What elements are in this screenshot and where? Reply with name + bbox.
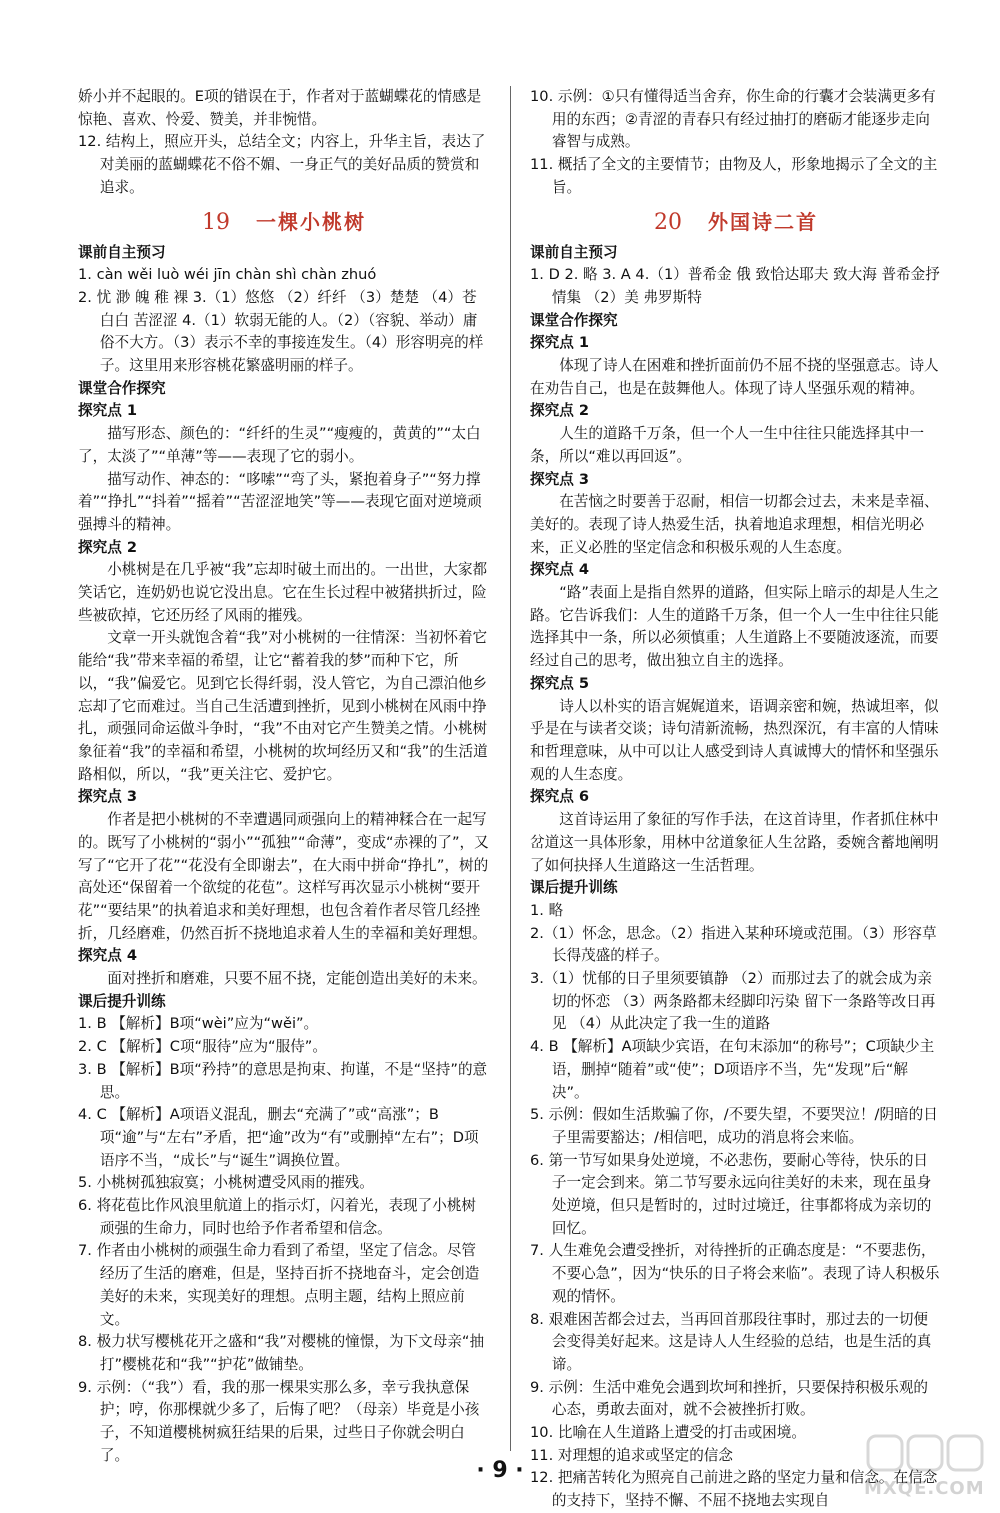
numbered-answer: 4. B 【解析】A项缺少宾语，在句末添加“的称号”；C项缺少主语，删掉“随着”或“使”；D项语序不当，先“发现”后“解决”。	[530, 1038, 935, 1101]
answer-paragraph: 诗人以朴实的语言娓娓道来，语调亲密和婉，热诚坦率，似乎是在与读者交谈；诗句清新流畅，热烈深沉，有丰富的人情味和哲理意味，从中可以让人感受到诗人真诚博大的情怀和坚强乐观的人生态度。	[530, 697, 939, 783]
answer-paragraph: 在苦恼之时要善于忍耐，相信一切都会过去，未来是幸福、美好的。表现了诗人热爱生活，执着地追求理想，相信光明必来，正义必胜的坚定信念和积极乐观的人生态度。	[530, 493, 939, 556]
answer-paragraph: 小桃树是在几乎被“我”忘却时破土而出的。一出世，大家都笑话它，连奶奶也说它没出息。它在生长过程中被猪拱折过，险些被砍掉，它还历经了风雨的摧残。	[78, 561, 488, 624]
section-heading: 探究点 4	[530, 561, 590, 579]
answer-paragraph: 这首诗运用了象征的写作手法，在这首诗里，作者抓住林中岔道这一具体形象，用林中岔道象征人生岔路，委婉含蓄地阐明了如何抉择人生道路这一生活哲理。	[530, 811, 939, 874]
numbered-answer: 1. B 【解析】B项“wèi”应为“wěi”。	[78, 1015, 319, 1033]
lesson-number: 20	[654, 209, 682, 235]
right-column	[530, 86, 942, 1513]
answer-paragraph: 描写动作、神态的：“哆嗦”“弯了头，紧抱着身子”“努力撑着”“挣扎”“抖着”“摇着”“苦涩涩地笑”等——表现它面对逆境顽强搏斗的精神。	[78, 470, 482, 533]
numbered-answer: 7. 作者由小桃树的顽强生命力看到了希望，坚定了信念。尽管经历了生活的磨难，但是，坚持百折不挠地奋斗，定会创造美好的未来，实现美好的理想。点明主题，结构上照应前文。	[78, 1242, 480, 1328]
lesson-title	[530, 205, 942, 239]
section-heading: 课后提升训练	[530, 879, 618, 897]
lesson-number: 19	[202, 209, 230, 235]
section-heading: 探究点 1	[78, 402, 138, 420]
watermark-text: MXQE.COM	[864, 1478, 985, 1499]
page-number: · 9 ·	[476, 1458, 524, 1483]
answer-paragraph: “路”表面上是指自然界的道路，但实际上暗示的却是人生之路。它告诉我们：人生的道路千万条，但一个人一生中往往只能选择其中一条，所以必须慎重；人生道路上不要随波逐流，而要经过自己的思考，做出独立自主的选择。	[530, 584, 940, 670]
section-heading: 课堂合作探究	[530, 311, 618, 329]
numbered-answer: 7. 人生难免会遭受挫折，对待挫折的正确态度是：“不要悲伤，不要心急”，因为“快乐的日子将会来临”。表现了诗人积极乐观的情怀。	[530, 1242, 940, 1305]
numbered-answer: 2. C 【解析】C项“服待”应为“服侍”。	[78, 1038, 327, 1056]
numbered-answer: 11. 对理想的追求或坚定的信念	[530, 1446, 733, 1464]
section-heading: 探究点 6	[530, 788, 590, 806]
numbered-answer: 1. D 2. 略 3. A 4.（1）普希金 俄 致恰达耶夫 致大海 普希金抒情集 （2）美 弗罗斯特	[530, 266, 940, 306]
numbered-answer: 8. 艰难困苦都会过去，当再回首那段往事时，那过去的一切便会变得美好起来。这是诗人人生经验的总结，也是生活的真谛。	[530, 1310, 932, 1373]
watermark-logo	[860, 1432, 990, 1502]
answer-paragraph: 作者是把小桃树的不幸遭遇同顽强向上的精神糅合在一起写的。既写了小桃树的“弱小”“孤独”“命薄”，变成“赤裸的了”，又写了“它开了花”“花没有全即谢去”，在大雨中拼命“挣扎”，树的高处还“保留着一个欲绽的花苞”。这样写再次显示小桃树“要开花”“要结果”的执着追求和美好理想，也包含着作者尽管几经挫折，几经磨难，仍然百折不挠地追求着人生的幸福和美好理想。	[78, 811, 489, 942]
numbered-answer: 5. 示例：假如生活欺骗了你，/不要失望，不要哭泣！/阴暗的日子里需要豁达；/相信吧，成功的消息将会来临。	[530, 1106, 938, 1146]
section-heading: 探究点 3	[530, 470, 590, 488]
numbered-answer: 9. 示例：（“我”）看，我的那一棵果实那么多，幸亏我执意保护；哼，你那棵就少多了，后悔了吧？（母亲）毕竟是小孩子，不知道樱桃树疯狂结果的后果，过些日子你就会明白了。	[78, 1378, 480, 1464]
numbered-answer: 11. 概括了全文的主要情节；由物及人，形象地揭示了全文的主旨。	[530, 156, 938, 196]
continued-text: 娇小并不起眼的。E项的错误在于，作者对于蓝蝴蝶花的情感是惊艳、喜欢、怜爱、赞美，并非惋惜。	[78, 88, 482, 128]
section-heading: 课前自主预习	[530, 243, 618, 261]
numbered-answer: 5. 小桃树孤独寂寞；小桃树遭受风雨的摧残。	[78, 1174, 374, 1192]
lesson-name: 一棵小桃树	[256, 209, 366, 234]
numbered-answer: 2.（1）怀念，思念。（2）指进入某种环境或范围。（3）形容草长得茂盛的样子。	[530, 924, 937, 965]
section-heading: 探究点 3	[78, 788, 138, 806]
numbered-answer: 4. C 【解析】A项语义混乱，删去“充满了”或“高涨”；B项“逾”与“左右”矛盾，把“逾”改为“有”或删掉“左右”；D项语序不当，“成长”与“诞生”调换位置。	[78, 1106, 479, 1169]
lesson-name: 外国诗二首	[708, 209, 818, 234]
answer-paragraph: 人生的道路千万条，但一个人一生中往往只能选择其中一条，所以“难以再回返”。	[530, 425, 925, 465]
section-heading: 课堂合作探究	[78, 379, 166, 397]
numbered-answer: 1. càn wěi luò wéi jīn chàn shì chàn zhuó	[78, 266, 377, 284]
section-heading: 课前自主预习	[78, 243, 166, 261]
numbered-answer: 3. B 【解析】B项“矜持”的意思是拘束、拘谨，不是“坚持”的意思。	[78, 1060, 488, 1101]
answer-paragraph: 体现了诗人在困难和挫折面前仍不屈不挠的坚强意志。诗人在劝告自己，也是在鼓舞他人。体现了诗人坚强乐观的精神。	[530, 357, 939, 397]
section-heading: 探究点 4	[78, 947, 138, 965]
column-divider	[510, 86, 511, 1451]
left-column	[78, 86, 490, 1467]
section-heading: 探究点 1	[530, 334, 590, 352]
answer-paragraph: 描写形态、颜色的：“纤纤的生灵”“瘦瘦的，黄黄的”“太白了，太淡了”“单薄”等——表现了它的弱小。	[78, 425, 481, 465]
numbered-answer: 12. 结构上，照应开头，总结全文；内容上，升华主旨，表达了对美丽的蓝蝴蝶花不俗不媚、一身正气的美好品质的赞赏和追求。	[78, 133, 486, 196]
numbered-answer: 12. 把痛苦转化为照亮自己前进之路的坚定力量和信念。在信念的支持下，坚持不懈、不屈不挠地去实现自	[530, 1469, 938, 1510]
numbered-answer: 8. 极力状写樱桃花开之盛和“我”对樱桃的憧憬，为下文母亲“抽打”樱桃花和“我”“护花”做铺垫。	[78, 1333, 485, 1373]
section-heading: 探究点 5	[530, 674, 590, 692]
numbered-answer: 10. 示例：①只有懂得适当舍弃，你生命的行囊才会装满更多有用的东西；②青涩的青春只有经过抽打的磨砺才能逐步走向睿智与成熟。	[530, 88, 936, 151]
section-heading: 课后提升训练	[78, 992, 166, 1010]
numbered-answer: 9. 示例：生活中难免会遇到坎坷和挫折，只要保持积极乐观的心态，勇敢去面对，就不会被挫折打败。	[530, 1378, 929, 1419]
lesson-title	[78, 205, 490, 239]
numbered-answer: 6. 第一节写如果身处逆境，不必悲伤，要耐心等待，快乐的日子一定会到来。第二节写要永远向往美好的未来，现在虽身处逆境，但只是暂时的，过时过境迁，往事都将成为亲切的回忆。	[530, 1151, 932, 1237]
answer-paragraph: 面对挫折和磨难，只要不屈不挠，定能创造出美好的未来。	[107, 970, 487, 988]
numbered-answer: 10. 比喻在人生道路上遭受的打击或困境。	[530, 1424, 806, 1442]
answer-paragraph: 文章一开头就饱含着“我”对小桃树的一往情深：当初怀着它能给“我”带来幸福的希望，让它“蓄着我的梦”而种下它，所以，“我”偏爱它。见到它长得纤弱，没人管它，为自己漂泊他乡忘却了它而难过。当自己生活遭到挫折，见到小桃树在风雨中挣扎，顽强同命运做斗争时，“我”不由对它产生赞美之情。小桃树象征着“我”的幸福和希望，小桃树的坎坷经历又和“我”的生活道路相似，所以，“我”更关注它、爱护它。	[78, 629, 488, 783]
numbered-answer: 6. 将花苞比作风浪里航道上的指示灯，闪着光，表现了小桃树顽强的生命力，同时也给予作者希望和信念。	[78, 1197, 477, 1237]
numbered-answer: 3.（1）忧郁的日子里须要镇静 （2）而那过去了的就会成为亲切的怀恋 （3）两条路都未经脚印污染 留下一条路等改日再见 （4）从此决定了我一生的道路	[530, 970, 936, 1033]
numbered-answer: 1. 略	[530, 901, 564, 919]
numbered-answer: 2. 忧 渺 魄 稚 裸 3.（1）悠悠 （2）纤纤 （3）楚楚 （4）苍白白 苦涩涩 4.（1）软弱无能的人。（2）（容貌、举动）庸俗不大方。（3）表示不幸的事接连发生。（4）形容明亮的样子。这里用来形容桃花繁盛明丽的样子。	[78, 288, 484, 375]
section-heading: 探究点 2	[78, 538, 138, 556]
section-heading: 探究点 2	[530, 402, 590, 420]
